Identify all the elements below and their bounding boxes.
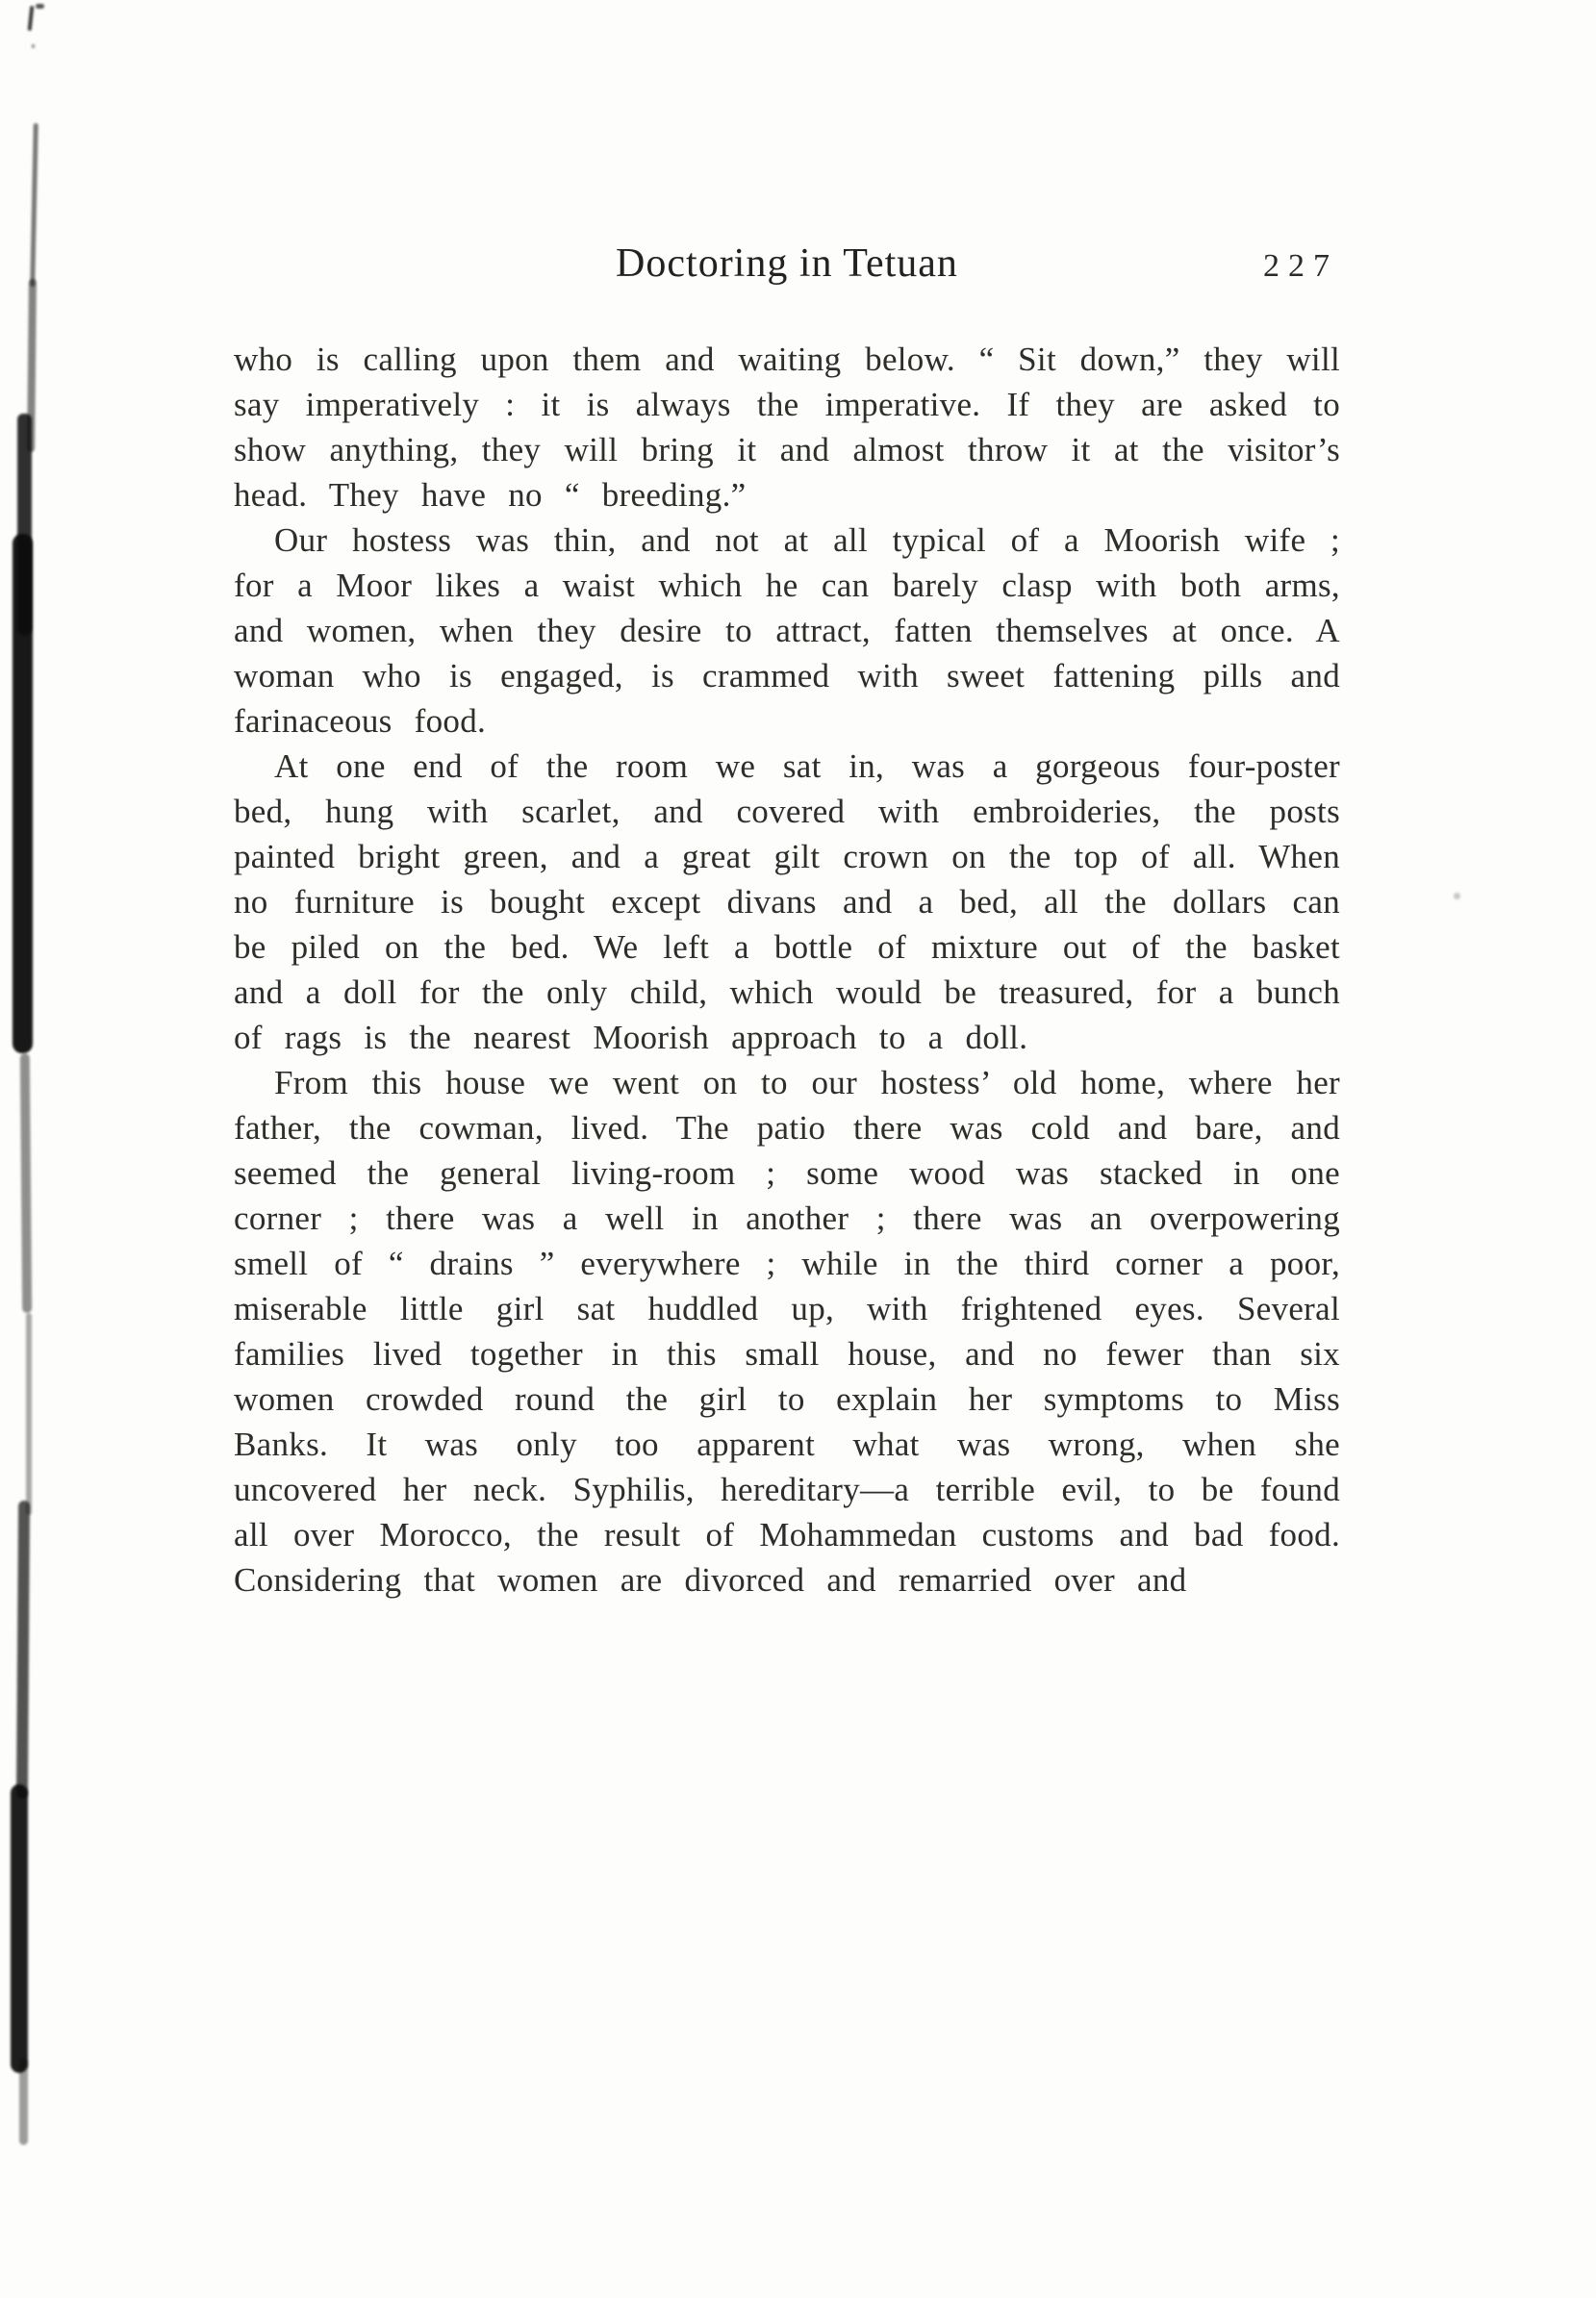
page-number: 227 — [1263, 248, 1338, 284]
scan-artifact — [13, 534, 33, 1053]
scan-artifact — [27, 279, 37, 452]
paragraph-1: who is calling upon them and waiting below. “ Sit down,” they will say imperatively : it is always the imperative. If they are asked to show anything, they will bring it and almost throw it at the visitor’s head. They have no “ breeding.” — [234, 341, 1340, 514]
scan-artifact — [28, 6, 35, 31]
scan-artifact — [20, 1053, 32, 1313]
paragraph-4: From this house we went on to our hostess’ old home, where her father, the cowman, lived. The patio there was cold and bare, and seemed the general living-room ; some wood was stacked in one corner ; there was a well in another ; there was an overpowering smell of “ drains ” everywhere ; while in the third corner a poor, miserable little girl sat huddled up, with frightened eyes. Several families lived together in this small house, and no fewer than six women crowded round the girl to explain her symptoms to Miss Banks. It was only too apparent what was wrong, when she uncovered her neck. Syphilis, hereditary—a terrible evil, to be found all over Morocco, the result of Mohammedan customs and bad food. Considering that women are divorced and remarried over and — [234, 1064, 1340, 1599]
scan-artifact — [16, 1501, 30, 1799]
scan-artifact — [1454, 893, 1460, 899]
scan-artifact — [19, 2058, 28, 2145]
scan-artifact — [36, 4, 44, 9]
page-header — [234, 240, 1340, 300]
body-text — [234, 337, 1340, 1603]
scan-artifact — [17, 414, 32, 635]
scan-artifact — [30, 123, 38, 287]
scan-artifact — [32, 44, 35, 48]
book-page — [234, 240, 1340, 1603]
chapter-title: Doctoring in Tetuan — [616, 241, 958, 286]
paragraph-2: Our hostess was thin, and not at all typical of a Moorish wife ; for a Moor likes a waist which he can barely clasp with both arms, and women, when they desire to attract, fatten themselves at once. A woman who is engaged, is crammed with sweet fattening pills and farinaceous food. — [234, 521, 1340, 740]
scan-artifact — [11, 1784, 28, 2073]
scan-artifact — [26, 1313, 32, 1515]
paragraph-3: At one end of the room we sat in, was a gorgeous four-poster bed, hung with scarlet, and covered with embroideries, the posts painted bright green, and a great gilt crown on the top of all. When no furniture is bought except divans and a bed, all the dollars can be piled on the bed. We left a bottle of mixture out of the basket and a doll for the only child, which would be treasured, for a bunch of rags is the nearest Moorish approach to a doll. — [234, 747, 1340, 1056]
